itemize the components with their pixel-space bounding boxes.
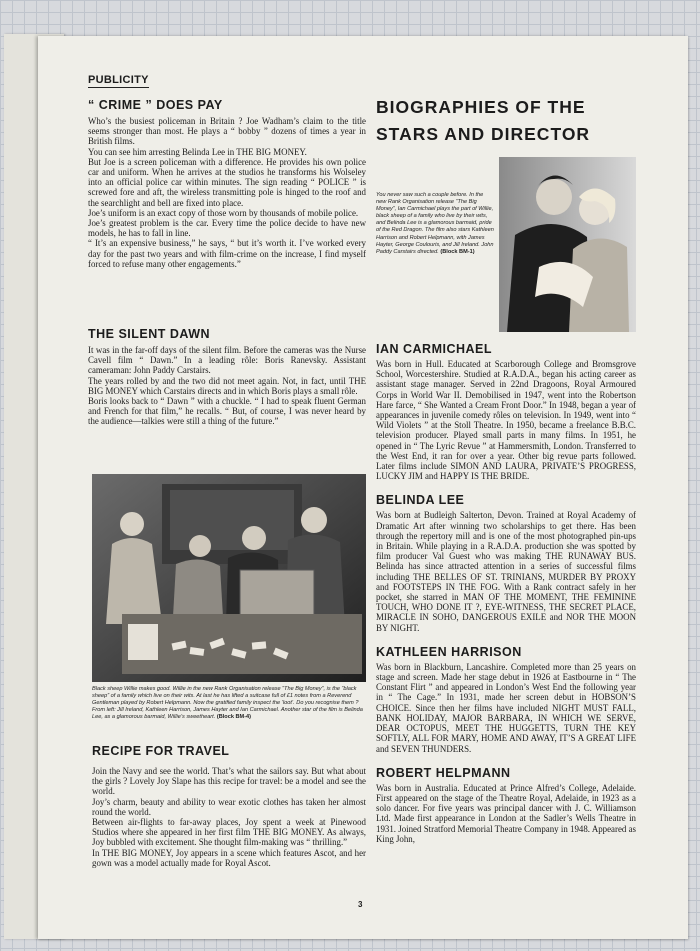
article-silent-dawn: [88, 327, 366, 427]
bio-name: BELINDA LEE: [376, 493, 465, 508]
family-photo-illustration: [92, 474, 366, 682]
paragraph: It was in the far-off days of the silent film. Before the cameras was the Nurse Cavell film “ Dawn.” In a leading rôle: Boris Ranevsky. Assistant cameraman: John Paddy Carstairs.: [88, 345, 366, 376]
biographies-list: [376, 342, 636, 844]
paragraph: Joy’s charm, beauty and ability to wear exotic clothes has taken her almost round the world.: [92, 796, 366, 817]
paragraph: Joe’s uniform is an exact copy of those worn by thousands of mobile police.: [88, 207, 359, 218]
article-body-recipe: [92, 766, 366, 868]
block-reference: (Block BM-4): [216, 714, 252, 721]
paragraph: Joe’s greatest problem is the car. Every time the police decide to have new models, he has to fall in line.: [88, 218, 366, 239]
photo-carmichael-and-lee: [499, 157, 636, 332]
section-label-publicity: PUBLICITY: [88, 74, 149, 86]
paragraph: Boris looks back to “ Dawn ” with a chuckle. “ I had to speak fluent German and French for that film,” he recalls. “ But, of course, I was never heard by the audience—talkies were still a thing of the future.”: [88, 396, 366, 427]
article-title-recipe: RECIPE FOR TRAVEL: [92, 744, 230, 758]
article-recipe-for-travel: [92, 744, 366, 868]
article-title-dawn: THE SILENT DAWN: [88, 327, 211, 341]
paragraph: Join the Navy and see the world. That’s what the sailors say. But what about the girls ? Lovely Joy Slape has this recipe for travel: be a model and see the world.: [92, 766, 366, 797]
couple-photo-illustration: [499, 157, 636, 332]
caption-family-photo: [92, 686, 366, 721]
page-title-line-2: STARS AND DIRECTOR: [376, 124, 591, 144]
page-number: 3: [358, 900, 363, 909]
paragraph: The years rolled by and the two did not meet again. Not, in fact, until THE BIG MONEY which Carstairs directs and in which Boris plays a small rôle.: [88, 375, 366, 396]
bio-entry: [376, 766, 636, 844]
page-title-line-1: BIOGRAPHIES OF THE: [376, 97, 586, 117]
bio-text: Was born in Australia. Educated at Prince Alfred’s College, Adelaide. First appeared on the stage of the Theatre Royal, Adelaide, in 1923 as a solo dancer. For five years was principal dancer with J. C. Williamson Ltd. Made first appearance in London at the Sadler’s Wells Theatre in 1931. Joined Stratford Memorial Theatre Company in 1948. Appeared as King John,: [376, 782, 636, 844]
bio-name: ROBERT HELPMANN: [376, 765, 511, 780]
caption-text: Black sheep Willie makes good. Willie in the new Rank Organisation release “The Big Money”, is the “black sheep” of a family which live on their wits. At last he has lifted a suitcase full of £1 notes from a Reverend Gentleman played by Robert Helpmann. Now the gratified family inspect the ‘loot’. Do you recognise them ? From left: Jill Ireland, Kathleen Harrison, James Hayter and Ian Carmichael. Another star of the film is Belinda Lee, as a glamorous barmaid, Willie’s sweetheart.: [92, 686, 363, 721]
bio-entry: [376, 493, 636, 632]
paragraph: But Joe is a screen policeman with a difference. He provides his own police car and uniform. When he arrives at the studios he transforms his Wolseley into an official police car within minutes. The sign reading “ POLICE ” is screwed fore and aft, the wireless transmitting pole is hinged to the roof and the searchlight and bell are fixed into place.: [88, 156, 366, 208]
paragraph: In THE BIG MONEY, Joy appears in a scene which features Ascot, and her gown was a model actually made for Royal Ascot.: [92, 847, 366, 868]
paragraph: Who’s the busiest policeman in Britain ? Joe Wadham’s claim to the title seems stronger than most. He plays a “ bobby ” dozens of times a year in British films.: [88, 116, 366, 147]
bio-text: Was born in Hull. Educated at Scarborough College and Bromsgrove School, Worcestershire. Studied at R.A.D.A., began his acting career as assistant stage manager. Served in 22nd Dragoons, Royal Armoured Corps in World War II. Demobilised in 1947, went into the Robertson Hare farce, “ She Wanted a Cream Front Door.” In 1948, began a year of appearances in juvenile comedy rôles on television. In 1949, went into “ Wild Violets ” at the Stoll Theatre. In 1950, became a freelance B.B.C. television producer. Played small parts in many films. In 1951, he opened in “ The Lyric Revue ” at Hammersmith, London. Transferred to the West End, it ran for over a year. Other big revue parts followed. Later films include SIMON AND LAURA, PRIVATE’S PROGRESS, LUCKY JIM and HAPPY IS THE BRIDE.: [376, 359, 636, 482]
article-body-crime: [88, 116, 366, 269]
bio-name: IAN CARMICHAEL: [376, 342, 493, 356]
caption-text: You never saw such a couple before. In the new Rank Organisation release “The Big Money”, Ian Carmichael plays the part of Willie, black sheep of a family who live by their wits, and Belinda Lee is a glamorous barmaid, pride of the Red Dragon. The film also stars Kathleen Harrison and Robert Helpmann, with James Hayter, George Coulouris, and Jill Ireland. John Paddy Carstairs directed.: [376, 192, 494, 255]
paragraph: Between air-flights to far-away places, Joy spent a week at Pinewood Studios where she appeared in her first film THE BIG MONEY. As always, Joy bubbled with excitement. She thought film-making was “ thrilling.”: [92, 817, 366, 848]
bio-text: Was born in Blackburn, Lancashire. Completed more than 25 years on stage and screen. Made her stage debut in 1926 at Eastbourne in “ The Constant Flirt ” and appeared in London’s West End the following year in “ The Cage.” In 1931, made her screen debut in HOBSON’S CHOICE. Since then her films have included NIGHT MUST FALL, BANK HOLIDAY, MAJOR BARBARA, IN WHICH WE SERVE, DEAR OCTOPUS, MEET THE HUGGETTS, TURN THE KEY SOFTLY, ALL FOR MARY, HOME AND AWAY, IT’S A GREAT LIFE and SEVEN THUNDERS.: [376, 661, 636, 754]
bio-name: KATHLEEN HARRISON: [376, 644, 522, 659]
bio-text: Was born at Budleigh Salterton, Devon. Trained at Royal Academy of Dramatic Art after winning two scholarships to get there. Has been through the repertory mill and is one of the most photographed pin-ups in Britain. While playing in a R.A.D.A. production she was spotted by film producer Val Guest who was making THE RUNAWAY BUS. Belinda has since attracted attention in a series of successful films including THE BELLES OF ST. TRINIANS, MURDER BY PROXY and FOOTSTEPS IN THE FOG. With a Rank contract safely in her pocket, she starred in MAN OF THE MOMENT, THE FEMININE TOUCH, WHO DONE IT ?, EYE-WITNESS, THE SECRET PLACE, MIRACLE IN SOHO, DANGEROUS EXILE and NOR THE MOON BY NIGHT.: [376, 510, 636, 633]
paragraph: You can see him arresting Belinda Lee in THE BIG MONEY.: [88, 146, 307, 157]
page-title: [376, 94, 646, 148]
article-title-crime: “ CRIME ” DOES PAY: [88, 98, 223, 112]
article-body-dawn: [88, 345, 366, 427]
brochure-page: [38, 36, 688, 939]
article-crime-does-pay: [88, 98, 366, 269]
caption-couple-photo: [376, 192, 494, 256]
paragraph: “ It’s an expensive business,” he says, “ but it’s worth it. I’ve worked every day for the past two years and with film-crime on the increase, I find myself forced to refuse many other engagements.”: [88, 238, 366, 269]
photo-family-inspects-loot: [92, 474, 366, 682]
bio-entry: [376, 645, 636, 754]
bio-entry: [376, 342, 636, 481]
block-reference: (Block BM-1): [440, 248, 475, 255]
